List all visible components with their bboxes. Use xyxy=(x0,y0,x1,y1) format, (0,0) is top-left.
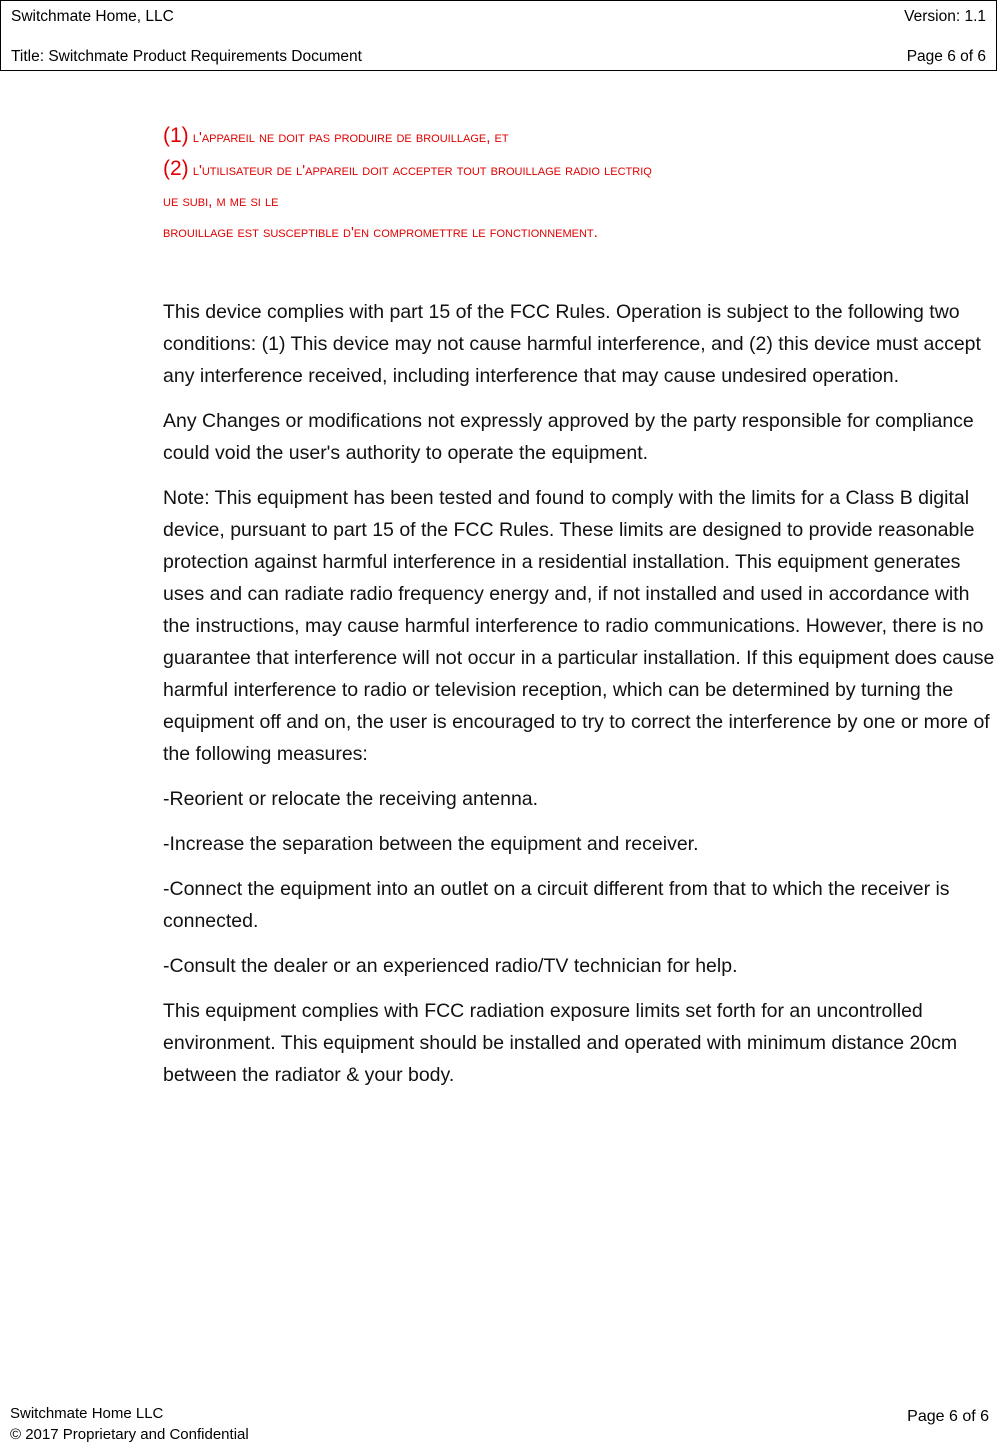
header-company: Switchmate Home, LLC xyxy=(11,8,174,25)
header-title: Title: Switchmate Product Requirements Document xyxy=(11,48,362,65)
french-line-1-text: l'appareil ne doit pas produire de brouillage, et xyxy=(188,129,509,146)
footer-page: Page 6 of 6 xyxy=(907,1408,989,1425)
measure-reorient: -Reorient or relocate the receiving antenna. xyxy=(163,788,539,810)
measure-increase-separation: -Increase the separation between the equipment and receiver. xyxy=(163,833,699,855)
french-line-3 xyxy=(163,186,995,217)
header-page: Page 6 of 6 xyxy=(906,48,986,65)
french-line-2-text: l'utilisateur de l'appareil doit accepter tout brouillage radio lectriq xyxy=(188,162,652,179)
french-line-3-text: ue subi, m me si le xyxy=(163,193,279,210)
french-line-4 xyxy=(163,217,995,248)
paragraph-fcc-compliance: This device complies with part 15 of the FCC Rules. Operation is subject to the following two conditions: (1) This device may not cause harmful interference, and (2) this device must accept any interference received, including interference that may cause undesired operation. xyxy=(163,301,981,387)
paragraph-modifications: Any Changes or modifications not expressly approved by the party responsible for compliance could void the user's authority to operate the equipment. xyxy=(163,410,974,464)
footer-copyright: © 2017 Proprietary and Confidential xyxy=(10,1426,249,1443)
french-line-1 xyxy=(163,120,995,153)
header-row-bottom xyxy=(11,47,986,67)
measure-consult-dealer: -Consult the dealer or an experienced radio/TV technician for help. xyxy=(163,955,738,977)
document-body xyxy=(163,120,995,1104)
french-line-4-text: brouillage est susceptible d'en compromettre le fonctionnement. xyxy=(163,224,598,241)
french-line-2 xyxy=(163,153,995,186)
header-version: Version: 1.1 xyxy=(904,8,986,25)
french-line-2-number: (2) xyxy=(163,157,189,180)
measure-connect-outlet: -Connect the equipment into an outlet on a circuit different from that to which the receiver is connected. xyxy=(163,878,950,932)
french-notice xyxy=(163,120,995,248)
footer-company: Switchmate Home LLC xyxy=(10,1405,164,1422)
page-footer xyxy=(10,1403,989,1445)
paragraph-radiation-exposure: This equipment complies with FCC radiation exposure limits set forth for an uncontrolled environment. This equipment should be installed and operated with minimum distance 20cm between the radiator & your body. xyxy=(163,1000,958,1086)
paragraph-class-b-note: Note: This equipment has been tested and found to comply with the limits for a Class B digital device, pursuant to part 15 of the FCC Rules. These limits are designed to provide reasonable protection against harmful interference in a residential installation. This equipment generates uses and can radiate radio frequency energy and, if not installed and used in accordance with the instructions, may cause harmful interference to radio communications. However, there is no guarantee that interference will not occur in a particular installation. If this equipment does cause harmful interference to radio or television reception, which can be determined by turning the equipment off and on, the user is encouraged to try to correct the interference by one or more of the following measures: xyxy=(163,487,995,765)
page-header xyxy=(0,0,997,71)
header-row-top xyxy=(11,7,986,27)
french-line-1-number: (1) xyxy=(163,124,189,147)
